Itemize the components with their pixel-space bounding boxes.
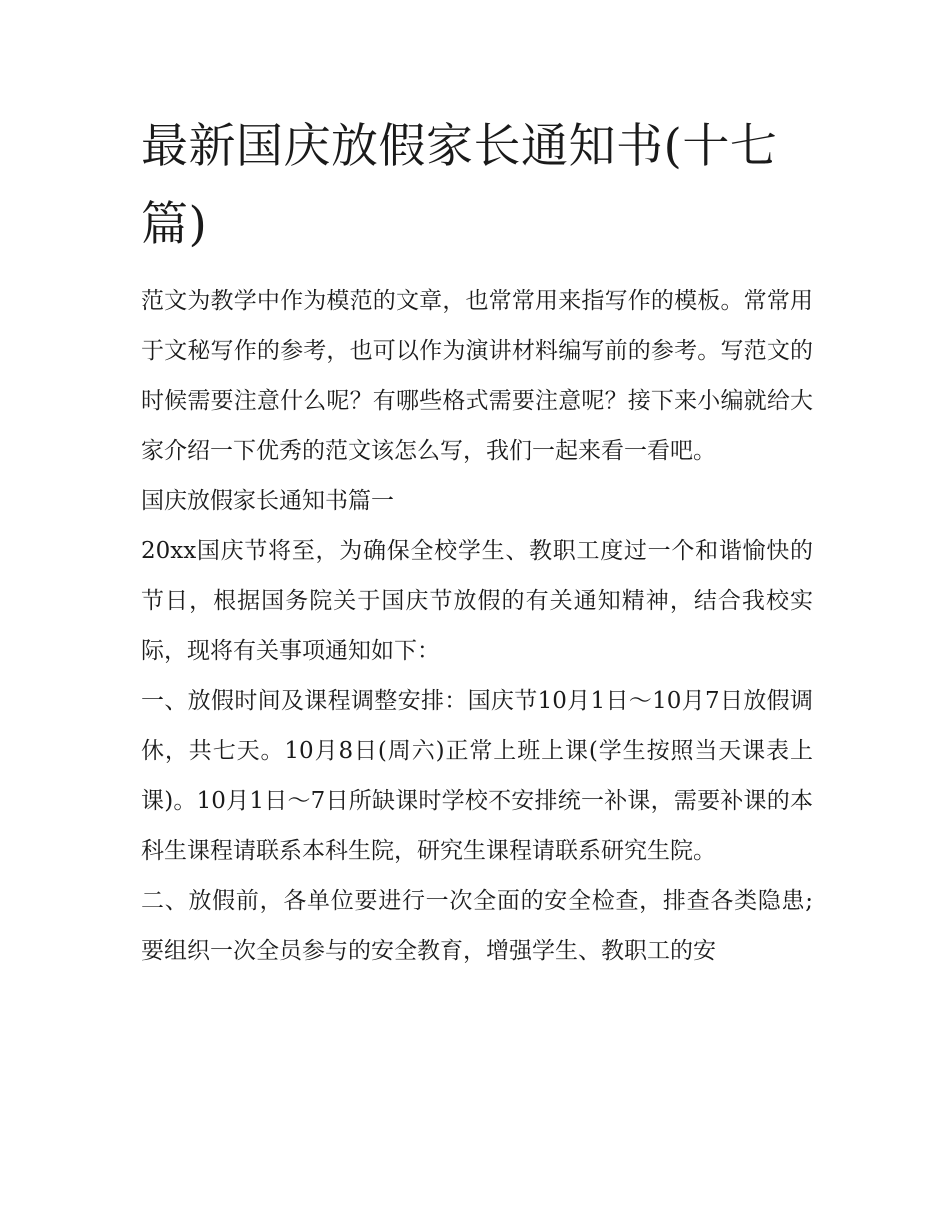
document-title: 最新国庆放假家长通知书(十七篇)	[141, 119, 778, 252]
body-paragraph: 20xx国庆节将至，为确保全校学生、教职工度过一个和谐愉快的节日，根据国务院关于国庆节放假的有关通知精神，结合我校实际，现将有关事项通知如下：	[141, 538, 813, 664]
document-page	[141, 108, 813, 976]
section-heading: 国庆放假家长通知书篇一	[141, 488, 394, 514]
body-paragraph: 二、放假前，各单位要进行一次全面的安全检查，排查各类隐患;要组织一次全员参与的安全教育，增强学生、教职工的安	[141, 888, 813, 964]
intro-paragraph: 范文为教学中作为模范的文章，也常常用来指写作的模板。常常用于文秘写作的参考，也可以作为演讲材料编写前的参考。写范文的时候需要注意什么呢？有哪些格式需要注意呢？接下来小编就给大家介绍一下优秀的范文该怎么写，我们一起来看一看吧。	[141, 288, 813, 464]
body-paragraph: 一、放假时间及课程调整安排：国庆节10月1日～10月7日放假调休，共七天。10月8日(周六)正常上班上课(学生按照当天课表上课)。10月1日～7日所缺课时学校不安排统一补课，需要补课的本科生课程请联系本科生院，研究生课程请联系研究生院。	[141, 688, 813, 864]
